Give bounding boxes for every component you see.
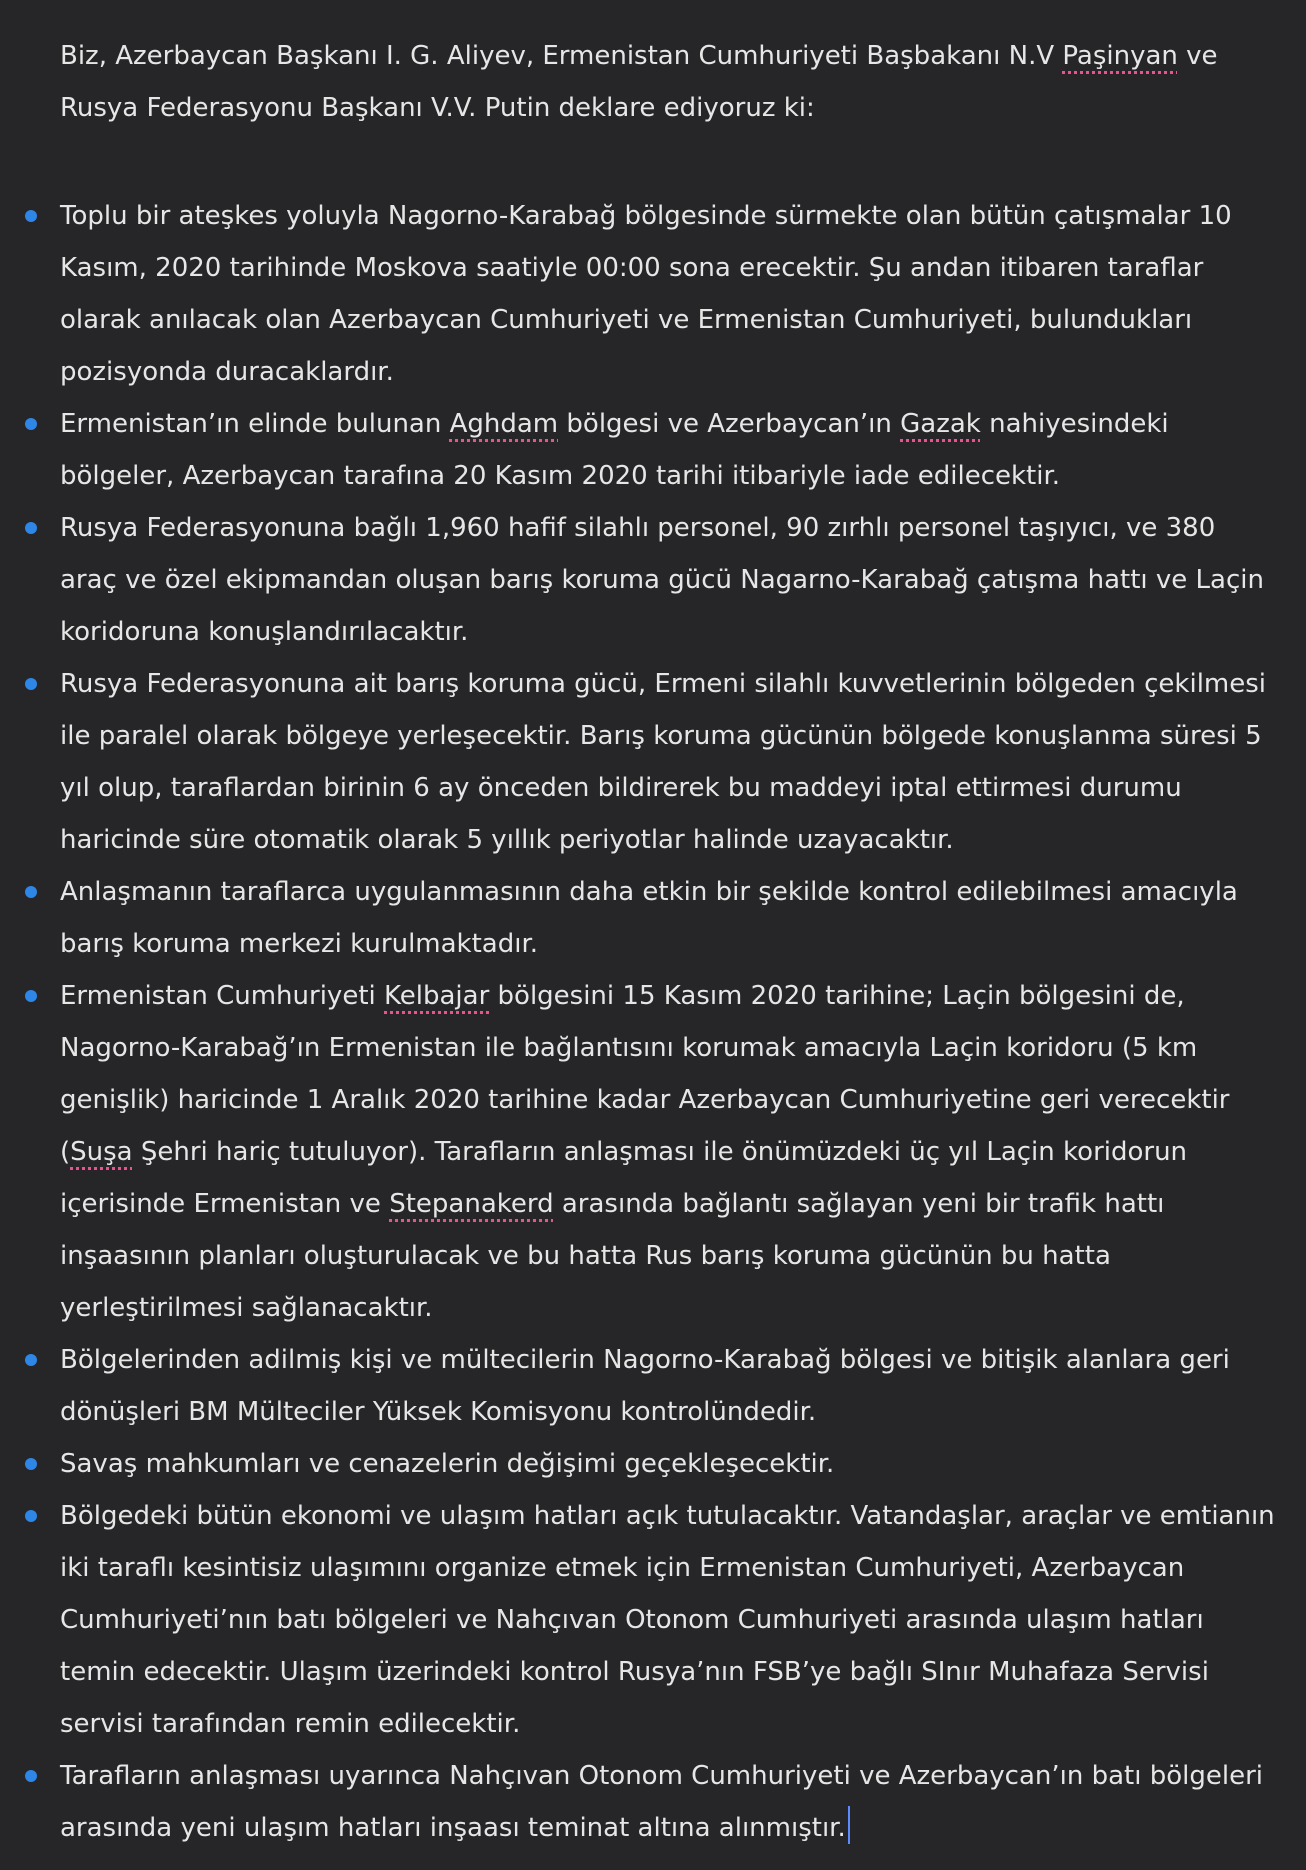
list-item (60, 398, 1276, 502)
text-run: Toplu bir ateşkes yoluyla Nagorno-Karabağ bölgesinde sürmekte olan bütün çatışmalar 10 Kasım, 2020 tarihinde Moskova saatiyle 00:00 sona erecektir. Şu andan itibaren taraflar olarak anılacak olan Azerbaycan Cumhuriyeti ve Ermenistan Cumhuriyeti, bulundukları pozisyonda duracaklardır. (60, 201, 1232, 387)
misspelled-word: Stepanakerd (389, 1189, 554, 1219)
text-run: Ermenistan’ın elinde bulunan (60, 409, 450, 439)
list-item (60, 1490, 1276, 1750)
bullet-dot-icon (25, 990, 37, 1002)
list-item (60, 502, 1276, 658)
text-run: arasında bağlantı sağlayan yeni bir trafik hattı inşaasının planları oluşturulacak ve bu hatta Rus barış koruma gücünün bu hatta yerleştirilmesi sağlanacaktır. (60, 1189, 1165, 1323)
list-item (60, 1750, 1276, 1854)
bullet-dot-icon (25, 1510, 37, 1522)
text-run: bölgesi ve Azerbaycan’ın (558, 409, 901, 439)
list-item (60, 1438, 1276, 1490)
text-run: Savaş mahkumları ve cenazelerin değişimi geçekleşecektir. (60, 1449, 835, 1479)
bullet-dot-icon (25, 1770, 37, 1782)
bullet-dot-icon (25, 678, 37, 690)
list-item (60, 658, 1276, 866)
text-run: Bölgedeki bütün ekonomi ve ulaşım hatları açık tutulacaktır. Vatandaşlar, araçlar ve emtianın iki taraflı kesintisiz ulaşımını organize etmek için Ermenistan Cumhuriyeti, Azerbaycan Cumhuriyeti’nın batı bölgeleri ve Nahçıvan Otonom Cumhuriyeti arasında ulaşım hatları temin edecektir. Ulaşım üzerindeki kontrol Rusya’nın FSB’ye bağlı SInır Muhafaza Servisi servisi tarafından remin edilecektir. (60, 1501, 1275, 1739)
text-run: Ermenistan Cumhuriyeti (60, 981, 384, 1011)
text-run: Tarafların anlaşması uyarınca Nahçıvan Otonom Cumhuriyeti ve Azerbaycan’ın batı bölgeleri arasında yeni ulaşım hatları inşaası teminat altına alınmıştır. (60, 1761, 1263, 1843)
bullet-dot-icon (25, 210, 37, 222)
text-run: Anlaşmanın taraflarca uygulanmasının daha etkin bir şekilde kontrol edilebilmesi amacıyla barış koruma merkezi kurulmaktadır. (60, 877, 1238, 959)
intro-paragraph (60, 30, 1276, 134)
misspelled-word: Kelbajar (384, 981, 490, 1011)
misspelled-word: Gazak (900, 409, 981, 439)
list-item (60, 970, 1276, 1334)
text-run: Şehri hariç tutuluyor). Tarafların anlaşması ile önümüzdeki üç yıl Laçin koridorun içerisinde Ermenistan ve (60, 1137, 1188, 1219)
text-run: bölgesini 15 Kasım 2020 tarihine; Laçin bölgesini de, Nagorno-Karabağ’ın Ermenistan ile bağlantısını korumak amacıyla Laçin koridoru (5 km genişlik) haricinde 1 Aralık 2020 tarihine kadar Azerbaycan Cumhuriyetine geri verecektir ( (60, 981, 1230, 1167)
list-item (60, 866, 1276, 970)
list-item (60, 1334, 1276, 1438)
misspelled-word: Suşa (70, 1137, 133, 1167)
bullet-dot-icon (25, 886, 37, 898)
bullet-dot-icon (25, 418, 37, 430)
text-run: Rusya Federasyonuna ait barış koruma gücü, Ermeni silahlı kuvvetlerinin bölgeden çekilmesi ile paralel olarak bölgeye yerleşecektir. Barış koruma gücünün bölgede konuşlanma süresi 5 yıl olup, taraflardan birinin 6 ay önceden bildirerek bu maddeyi iptal ettirmesi durumu haricinde süre otomatik olarak 5 yıllık periyotlar halinde uzayacaktır. (60, 669, 1267, 855)
misspelled-word: Paşinyan (1062, 41, 1178, 71)
text-caret (848, 1806, 850, 1844)
text-run: Biz, Azerbaycan Başkanı I. G. Aliyev, Ermenistan Cumhuriyeti Başbakanı N.V (60, 41, 1063, 71)
bullet-list (60, 190, 1276, 1854)
list-item (60, 190, 1276, 398)
text-run: nahiyesindeki bölgeler, Azerbaycan tarafına 20 Kasım 2020 tarihi itibariyle iade edilecektir. (60, 409, 1169, 491)
misspelled-word: Aghdam (449, 409, 559, 439)
text-run: Rusya Federasyonuna bağlı 1,960 hafif silahlı personel, 90 zırhlı personel taşıyıcı, ve 380 araç ve özel ekipmandan oluşan barış koruma gücü Nagarno-Karabağ çatışma hattı ve Laçin koridoruna konuşlandırılacaktır. (60, 513, 1264, 647)
text-run: ve Rusya Federasyonu Başkanı V.V. Putin deklare ediyoruz ki: (60, 41, 1218, 123)
bullet-dot-icon (25, 1354, 37, 1366)
text-run: Bölgelerinden adilmiş kişi ve mültecilerin Nagorno-Karabağ bölgesi ve bitişik alanlara geri dönüşleri BM Mülteciler Yüksek Komisyonu kontrolündedir. (60, 1345, 1230, 1427)
bullet-dot-icon (25, 522, 37, 534)
bullet-dot-icon (25, 1458, 37, 1470)
